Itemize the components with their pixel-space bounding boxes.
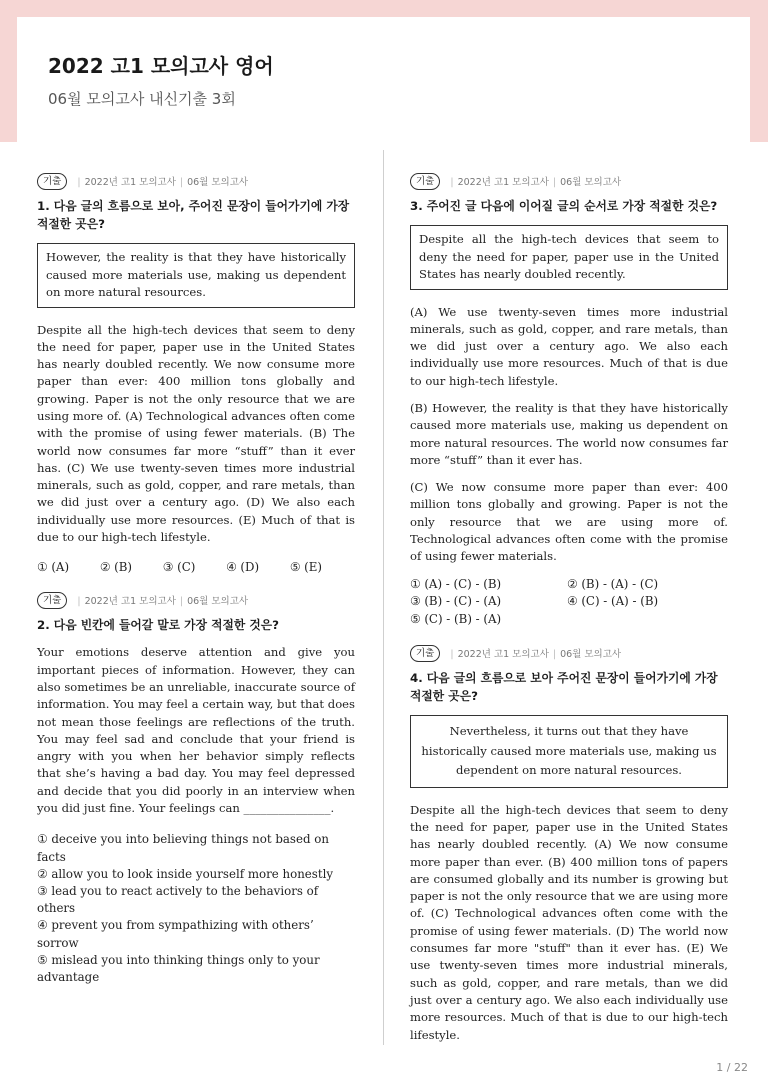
header-card xyxy=(17,17,750,142)
answer-choices xyxy=(37,560,322,574)
source-year: 2022년 고1 모의고사 xyxy=(457,649,549,661)
question-passage: Despite all the high-tech devices that seem to deny the need for paper, paper use in the United States has nearly doubled recently. We now consume more paper than ever: 400 million tons globally and growing. Paper is not the only resource that we are using more of. (A) Technological advances often come with the promise of using fewer materials. (B) The world now consumes far more “stuff” than it ever has. (C) We use twenty-seven times more industrial minerals, such as gold, copper, and rare metals, than we did just over a century ago. (D) We also each individually use more resources. (E) Much of that is due to our high-tech lifestyle. xyxy=(37,322,355,545)
right-column xyxy=(410,172,728,1058)
source-year: 2022년 고1 모의고사 xyxy=(84,177,176,188)
choice[interactable]: ③ (C) xyxy=(162,560,196,575)
source-month: 06월 모의고사 xyxy=(560,649,622,661)
source-tag-row: 기출 | 2022년 고1 모의고사 | 06월 모의고사 xyxy=(410,172,728,190)
given-sentence-box: Nevertheless, it turns out that they have historically caused more materials use, making us dependent on more natural resources. xyxy=(410,715,728,788)
source-month: 06월 모의고사 xyxy=(560,177,622,188)
given-sentence-box: Despite all the high-tech devices that seem to deny the need for paper, paper use in the United States has nearly doubled recently. xyxy=(410,225,728,290)
choice[interactable]: ⑤ mislead you into thinking things only to your advantage xyxy=(37,952,320,984)
question-title: 3. 주어진 글 다음에 이어질 글의 순서로 가장 적절한 것은? xyxy=(410,199,718,213)
choice[interactable]: ⑤ (E) xyxy=(289,560,322,575)
choice[interactable]: ③ (B) - (C) - (A) xyxy=(410,594,502,609)
source-tag-row: 기출 | 2022년 고1 모의고사 | 06월 모의고사 xyxy=(410,644,728,662)
choice[interactable]: ② allow you to look inside yourself more honestly xyxy=(37,866,334,881)
source-month: 06월 모의고사 xyxy=(187,177,249,188)
source-badge: 기출 xyxy=(410,173,440,190)
choice[interactable]: ④ (C) - (A) - (B) xyxy=(567,594,659,609)
choice[interactable]: ① (A) - (C) - (B) xyxy=(410,576,502,591)
question-title: 1. 다음 글의 흐름으로 보아, 주어진 문장이 들어가기에 가장 적절한 곳은? xyxy=(37,199,350,231)
answer-choices xyxy=(410,576,728,629)
source-year: 2022년 고1 모의고사 xyxy=(457,177,549,188)
question-passage: Despite all the high-tech devices that seem to deny the need for paper, paper use in the United States has nearly doubled recently. (A) We now consume more paper than ever. (B) 400 million tons of papers are consumed globally and its number is growing but paper is not the only resource that we are using more of. (C) Technological advances often come with the promise of using fewer materials. (D) The world now consumes far more "stuff" than it ever has. (E) We use twenty-seven times more industrial minerals, such as gold, copper, and rare metals, than we did just over a century ago. We also each individually use more resources. Much of that is due to our high-tech lifestyle. xyxy=(410,802,728,1042)
question-1 xyxy=(37,172,355,574)
source-tag-row: 기출 | 2022년 고1 모의고사 | 06월 모의고사 xyxy=(37,591,355,609)
page-subtitle: 06월 모의고사 내신기출 3회 xyxy=(48,90,236,108)
question-2 xyxy=(37,591,355,986)
choice[interactable]: ① (A) xyxy=(37,560,70,575)
source-tag-row: 기출 | 2022년 고1 모의고사 | 06월 모의고사 xyxy=(37,172,355,190)
column-divider xyxy=(383,150,384,1045)
question-3 xyxy=(410,172,728,628)
left-column xyxy=(37,172,355,1000)
answer-choices xyxy=(37,831,355,986)
choice[interactable]: ④ prevent you from sympathizing with others’ sorrow xyxy=(37,918,314,950)
question-passage: Your emotions deserve attention and give you important pieces of information. However, they can also sometimes be an unreliable, inaccurate source of information. You may feel a certain way, but that does not mean those feelings are reflections of the truth. You may feel sad and conclude that your friend is angry with you when her behavior simply reflects that she’s having a bad day. You may feel depressed and decide that you did poorly in an interview when you did just fine. Your feelings can _______________. xyxy=(37,645,355,816)
question-title: 4. 다음 글의 흐름으로 보아 주어진 문장이 들어가기에 가장 적절한 곳은? xyxy=(410,671,718,704)
choice[interactable]: ① deceive you into believing things not based on facts xyxy=(37,832,329,864)
question-4 xyxy=(410,644,728,1044)
page-number: 1 / 22 xyxy=(716,1061,748,1074)
page-title: 2022 고1 모의고사 영어 xyxy=(48,54,274,78)
choice[interactable]: ④ (D) xyxy=(226,560,260,575)
source-month: 06월 모의고사 xyxy=(187,596,249,608)
choice[interactable]: ② (B) xyxy=(99,560,133,575)
source-year: 2022년 고1 모의고사 xyxy=(84,596,176,608)
passage-part-b: (B) However, the reality is that they have historically caused more materials use, making us dependent on more natural resources. The world now consumes far more “stuff” than it ever has. xyxy=(410,400,728,467)
passage-part-c: (C) We now consume more paper than ever: 400 million tons globally and growing. Paper is not the only resource that we are using more of. Technological advances often come with the promise of using fewer materials. xyxy=(410,480,728,564)
choice[interactable]: ② (B) - (A) - (C) xyxy=(567,576,659,591)
question-title: 2. 다음 빈칸에 들어갈 말로 가장 적절한 것은? xyxy=(37,618,280,633)
choice[interactable]: ③ lead you to react actively to the behaviors of others xyxy=(37,883,319,916)
source-badge: 기출 xyxy=(37,592,67,609)
passage-part-a: (A) We use twenty-seven times more industrial minerals, such as gold, copper, and rare metals, than we did just over a century ago. We also each individually use more resources. Much of that is due to our high-tech lifestyle. xyxy=(410,304,728,388)
source-badge: 기출 xyxy=(410,645,440,662)
choice[interactable]: ⑤ (C) - (B) - (A) xyxy=(410,611,502,626)
source-badge: 기출 xyxy=(37,173,67,190)
given-sentence-box: However, the reality is that they have historically caused more materials use, making us dependent on more natural resources. xyxy=(37,243,355,308)
